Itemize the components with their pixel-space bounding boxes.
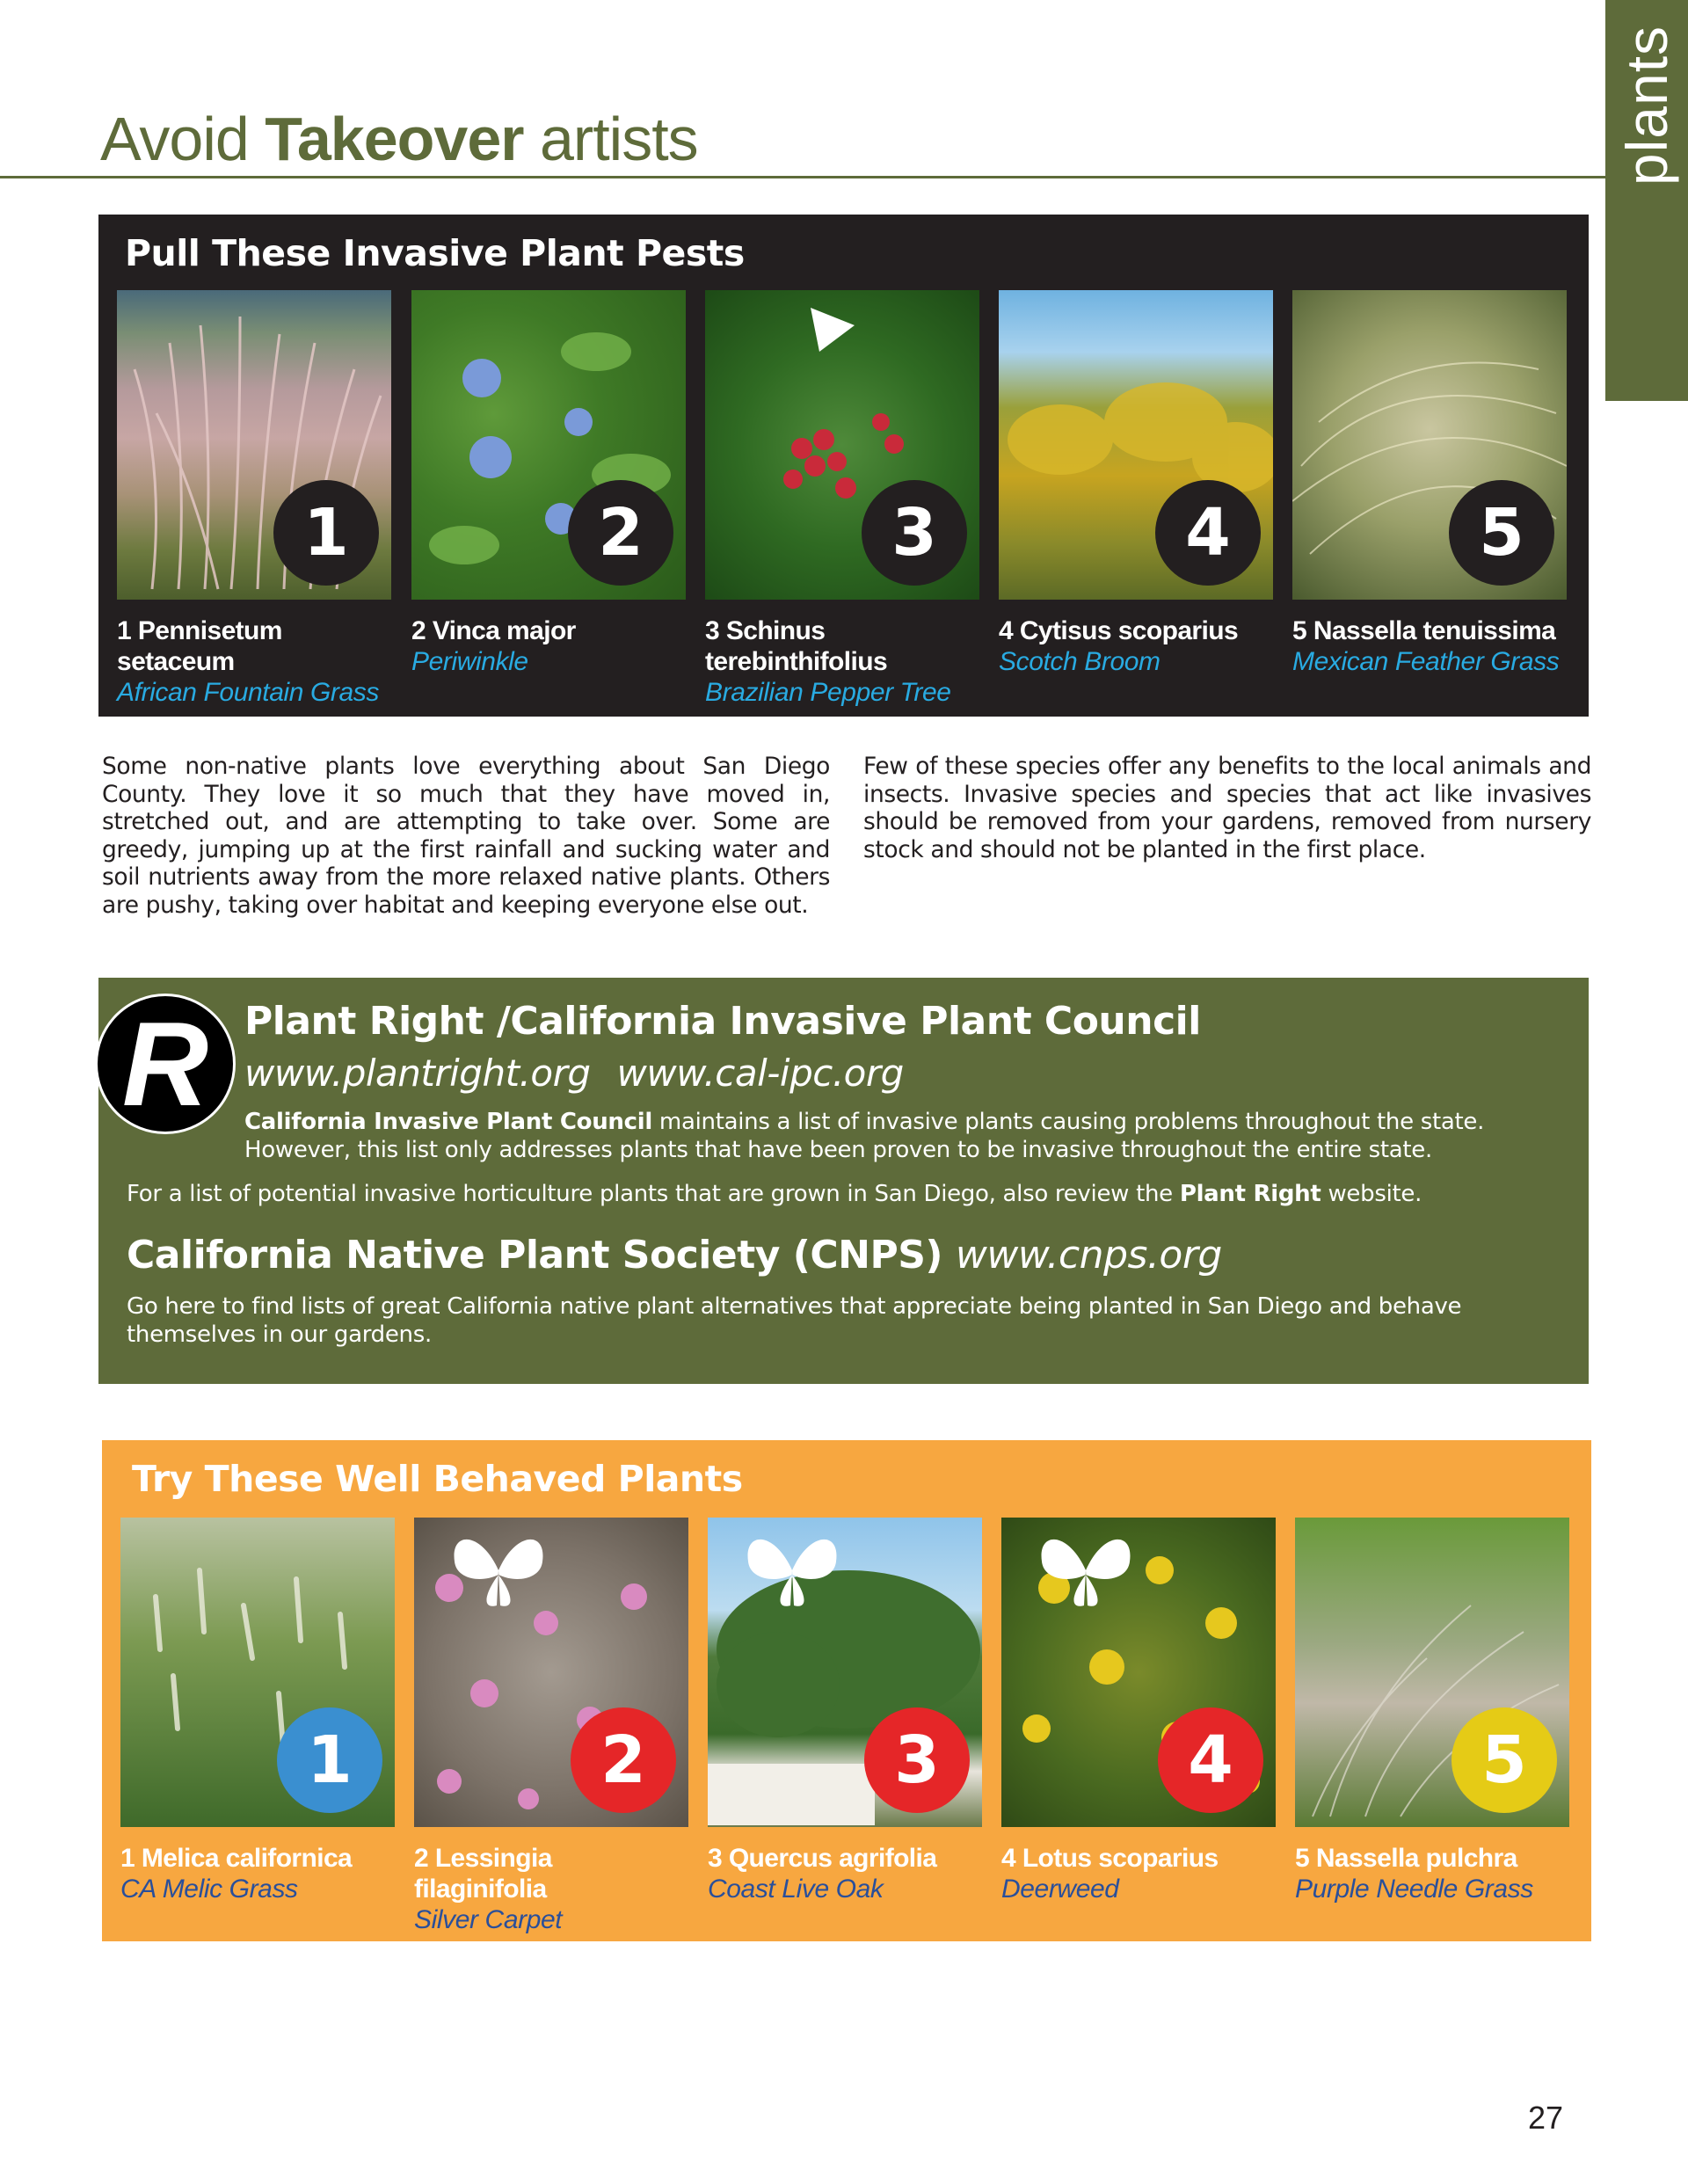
common-name: Mexican Feather Grass bbox=[1292, 647, 1560, 676]
deerweed-photo bbox=[1001, 1518, 1276, 1827]
scientific-name: 5 Nassella pulchra bbox=[1295, 1844, 1517, 1873]
scientific-name: 4 Lotus scoparius bbox=[1001, 1844, 1219, 1873]
butterfly-icon bbox=[446, 1526, 551, 1614]
common-name: Scotch Broom bbox=[999, 647, 1160, 676]
invasive-plant-card bbox=[999, 290, 1273, 677]
invasive-plant-card bbox=[411, 290, 686, 677]
title-divider bbox=[0, 176, 1605, 178]
common-name: Coast Live Oak bbox=[708, 1875, 884, 1904]
common-name: Silver Carpet bbox=[414, 1905, 563, 1934]
number-badge: 1 bbox=[277, 1707, 382, 1813]
scientific-name: 5 Nassella tenuissima bbox=[1292, 616, 1556, 645]
butterfly-icon bbox=[1033, 1526, 1139, 1614]
number-badge: 5 bbox=[1449, 480, 1554, 586]
native-plants-panel bbox=[102, 1440, 1591, 1941]
common-name: Periwinkle bbox=[411, 647, 528, 676]
page-number: 27 bbox=[1528, 2100, 1564, 2136]
native-plant-card bbox=[1001, 1518, 1276, 1904]
common-name: Purple Needle Grass bbox=[1295, 1875, 1533, 1904]
invasive-plant-card bbox=[705, 290, 979, 708]
number-badge: 3 bbox=[862, 480, 967, 586]
scientific-name: 3 Schinus terebinthifolius bbox=[705, 616, 888, 676]
cal-ipc-description: California Invasive Plant Council maintains a list of invasive plants causing problems throughout the state. However, this list only addresses plants that have been proven to be invasive throughout the entire state. bbox=[244, 1109, 1485, 1163]
pepper-tree-photo bbox=[705, 290, 979, 600]
resources-panel bbox=[98, 978, 1589, 1384]
invasive-panel-title: Pull These Invasive Plant Pests bbox=[125, 232, 745, 274]
number-badge: 3 bbox=[864, 1707, 970, 1813]
number-badge: 5 bbox=[1452, 1707, 1557, 1813]
cnps-title: California Native Plant Society (CNPS) www.cnps.org bbox=[127, 1233, 1222, 1278]
common-name: CA Melic Grass bbox=[120, 1875, 298, 1904]
scientific-name: 1 Melica californica bbox=[120, 1844, 353, 1873]
purple-needle-grass-photo bbox=[1295, 1518, 1569, 1827]
feather-grass-photo bbox=[1292, 290, 1567, 600]
native-plant-card bbox=[414, 1518, 688, 1935]
melic-grass-photo bbox=[120, 1518, 395, 1827]
number-badge: 2 bbox=[571, 1707, 676, 1813]
coast-live-oak-photo bbox=[708, 1518, 982, 1827]
common-name: African Fountain Grass bbox=[117, 678, 379, 707]
invasive-plant-card bbox=[117, 290, 391, 708]
scientific-name: 4 Cytisus scoparius bbox=[999, 616, 1239, 645]
native-plant-card bbox=[1295, 1518, 1569, 1904]
page-title: Avoid Takeover artists bbox=[100, 105, 698, 173]
intro-paragraph-left: Some non-native plants love everything about San Diego County. They love it so much that they have moved in, stretched out, and are attempting to take over. Some are greedy, jumping up at the first rainfall and sucking water and soil nutrients away from the more relaxed native plants. Others are pushy, taking over habitat and keeping everyone else out. bbox=[102, 753, 830, 919]
scientific-name: 3 Quercus agrifolia bbox=[708, 1844, 937, 1873]
cal-ipc-link[interactable]: www.cal-ipc.org bbox=[616, 1052, 904, 1095]
scientific-name: 2 Vinca major bbox=[411, 616, 576, 645]
scientific-name: 2 Lessingia filaginifolia bbox=[414, 1844, 552, 1904]
plant-right-note: For a list of potential invasive horticulture plants that are grown in San Diego, also review the Plant Right website. bbox=[127, 1181, 1422, 1207]
butterfly-icon bbox=[739, 1526, 845, 1614]
cnps-link[interactable]: www.cnps.org bbox=[955, 1233, 1222, 1278]
native-plant-card bbox=[708, 1518, 982, 1904]
invasive-plants-panel bbox=[98, 215, 1589, 717]
periwinkle-photo bbox=[411, 290, 686, 600]
invasive-plant-card bbox=[1292, 290, 1567, 677]
number-badge: 2 bbox=[568, 480, 673, 586]
common-name: Brazilian Pepper Tree bbox=[705, 678, 951, 707]
plant-right-title: Plant Right /California Invasive Plant Council bbox=[244, 999, 1201, 1044]
intro-paragraph-right: Few of these species offer any benefits to the local animals and insects. Invasive species and species that act like invasives should be removed from your gardens, removed from nursery stock and should not be planted in the first place. bbox=[863, 753, 1591, 863]
native-plant-card bbox=[120, 1518, 395, 1904]
section-tab-label: plants bbox=[1614, 25, 1679, 186]
native-panel-title: Try These Well Behaved Plants bbox=[132, 1458, 743, 1500]
number-badge: 4 bbox=[1155, 480, 1261, 586]
scientific-name: 1 Pennisetum setaceum bbox=[117, 616, 282, 676]
resource-links bbox=[244, 1052, 904, 1095]
silver-carpet-photo bbox=[414, 1518, 688, 1827]
common-name: Deerweed bbox=[1001, 1875, 1119, 1904]
number-badge: 4 bbox=[1158, 1707, 1263, 1813]
fountain-grass-photo bbox=[117, 290, 391, 600]
plantright-link[interactable]: www.plantright.org bbox=[244, 1052, 591, 1095]
cnps-description: Go here to find lists of great California native plant alternatives that appreciate being planted in San Diego and behave themselves in our gardens. bbox=[127, 1293, 1462, 1348]
number-badge: 1 bbox=[273, 480, 379, 586]
plant-right-logo: R bbox=[95, 994, 236, 1134]
scotch-broom-photo bbox=[999, 290, 1273, 600]
